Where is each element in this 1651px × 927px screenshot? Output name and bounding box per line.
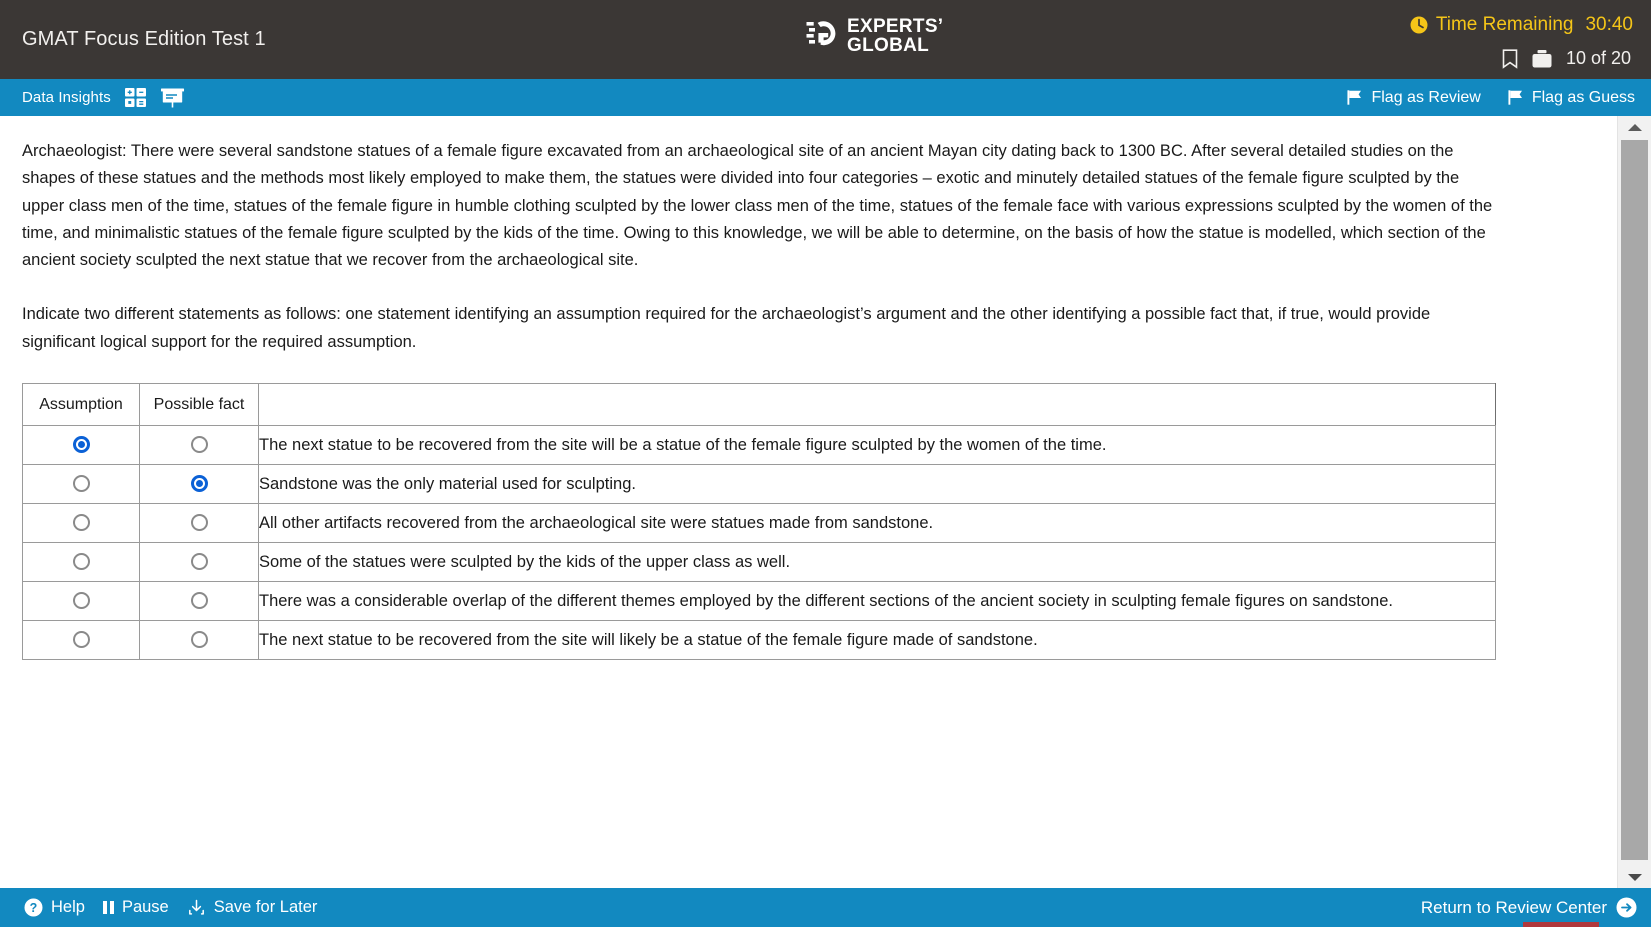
- save-for-later-button[interactable]: [187, 898, 318, 917]
- possible-fact-radio[interactable]: [191, 631, 208, 648]
- app-footer: [0, 888, 1651, 927]
- brand-line-2: GLOBAL: [847, 35, 930, 56]
- statement-cell: Some of the statues were sculpted by the kids of the upper class as well.: [259, 543, 1496, 582]
- possible-fact-cell[interactable]: [140, 426, 259, 465]
- question-pane: [0, 116, 1617, 888]
- arrow-right-circle-icon: [1616, 897, 1637, 918]
- flag-as-review-button[interactable]: [1346, 89, 1480, 107]
- toolbar-left-group: [22, 79, 185, 116]
- table-row: [23, 621, 1496, 660]
- assumption-radio[interactable]: [73, 475, 90, 492]
- timer-label: Time Remaining: [1435, 14, 1574, 35]
- table-row: [23, 504, 1496, 543]
- whiteboard-icon[interactable]: [160, 86, 185, 109]
- return-label: Return to Review Center: [1420, 897, 1607, 917]
- scroll-up-button[interactable]: [1618, 116, 1651, 138]
- assumption-radio[interactable]: [73, 553, 90, 570]
- toolbar-right-group: [1346, 79, 1635, 116]
- table-row: [23, 426, 1496, 465]
- section-label: Data Insights: [22, 89, 111, 106]
- brand-line-1: EXPERTS’: [847, 16, 944, 37]
- flag-as-guess-button[interactable]: [1507, 89, 1635, 107]
- possible-fact-radio[interactable]: [191, 514, 208, 531]
- test-title: GMAT Focus Edition Test 1: [22, 28, 266, 50]
- question-circle-icon: [24, 898, 43, 917]
- scrollbar-thumb[interactable]: [1621, 140, 1648, 860]
- assumption-radio[interactable]: [73, 631, 90, 648]
- assumption-cell[interactable]: [23, 582, 140, 621]
- save-for-later-label: Save for Later: [213, 898, 318, 916]
- chevron-down-icon: [1628, 874, 1642, 881]
- passage-paragraph-1: Archaeologist: There were several sandstone statues of a female figure excavated from an archaeological site of an ancient Mayan city dating back to 1300 BC. After several detailed studies on the shapes of these statues and the methods most likely employed to make them, the statues were divided into four categories – exotic and minutely detailed statues of the female figure sculpted by the upper class men of the time, statues of the female figure in humble clothing sculpted by the lower class men of the time, statues of the female face with various expressions sculpted by the women of the time, and minimalistic statues of the female figure sculpted by the kids of the time. Owing to this knowledge, we will be able to determine, on the basis of how the statue is modelled, which section of the ancient society sculpted the next statue that we recover from the archaeological site.: [22, 142, 1493, 270]
- section-toolbar: [0, 79, 1651, 116]
- possible-fact-cell[interactable]: [140, 465, 259, 504]
- assumption-cell[interactable]: [23, 621, 140, 660]
- table-body: [23, 426, 1496, 660]
- experts-global-logomark-icon: [806, 19, 838, 53]
- table-row: [23, 582, 1496, 621]
- instruction-paragraph: Indicate two different statements as follows: one statement identifying an assumption required for the archaeologist’s argument and the other identifying a possible fact that, if true, would provide significant logical support for the required assumption.: [22, 305, 1431, 351]
- column-header-possible-fact: Possible fact: [140, 384, 259, 426]
- timer-value: 30:40: [1585, 14, 1633, 35]
- download-icon: [187, 898, 206, 917]
- possible-fact-radio[interactable]: [191, 475, 208, 492]
- assumption-radio[interactable]: [73, 436, 90, 453]
- bottom-accent-strip: [1523, 922, 1599, 927]
- statement-cell: All other artifacts recovered from the archaeological site were statues made from sandstone.: [259, 504, 1496, 543]
- flag-icon: [1507, 89, 1524, 106]
- scroll-down-button[interactable]: [1618, 866, 1651, 888]
- bookmark-icon[interactable]: [1502, 49, 1518, 69]
- table-header: [23, 384, 1496, 426]
- svg-text:?: ?: [29, 901, 38, 915]
- assumption-cell[interactable]: [23, 504, 140, 543]
- possible-fact-cell[interactable]: [140, 621, 259, 660]
- possible-fact-cell[interactable]: [140, 582, 259, 621]
- possible-fact-radio[interactable]: [191, 592, 208, 609]
- calculator-icon[interactable]: [124, 86, 147, 109]
- pause-button[interactable]: [103, 898, 169, 917]
- statement-cell: The next statue to be recovered from the site will be a statue of the female figure sculpted by the women of the time.: [259, 426, 1496, 465]
- clock-icon: [1410, 16, 1428, 34]
- column-header-assumption: Assumption: [23, 384, 140, 426]
- question-navigation: [1502, 48, 1631, 69]
- brand-logo: [806, 17, 943, 55]
- timer: [1410, 14, 1633, 36]
- possible-fact-cell[interactable]: [140, 543, 259, 582]
- assumption-cell[interactable]: [23, 465, 140, 504]
- brand-name: [847, 17, 943, 55]
- table-row: [23, 543, 1496, 582]
- flag-as-guess-label: Flag as Guess: [1531, 88, 1635, 106]
- chevron-up-icon: [1628, 124, 1642, 131]
- possible-fact-radio[interactable]: [191, 553, 208, 570]
- pause-label: Pause: [121, 898, 169, 916]
- table-header-row: [23, 384, 1496, 426]
- statement-cell: Sandstone was the only material used for sculpting.: [259, 465, 1496, 504]
- briefcase-icon[interactable]: [1531, 49, 1553, 69]
- vertical-scrollbar[interactable]: [1617, 116, 1651, 888]
- help-label: Help: [51, 898, 85, 916]
- content-area: [0, 116, 1651, 888]
- return-to-review-center-button[interactable]: [1421, 897, 1637, 918]
- assumption-cell[interactable]: [23, 543, 140, 582]
- help-button[interactable]: [24, 898, 85, 917]
- footer-left-group: [24, 888, 317, 927]
- two-part-answer-table: [22, 383, 1496, 660]
- assumption-cell[interactable]: [23, 426, 140, 465]
- assumption-radio[interactable]: [73, 592, 90, 609]
- assumption-radio[interactable]: [73, 514, 90, 531]
- pause-icon: [103, 901, 114, 914]
- flag-icon: [1346, 89, 1363, 106]
- app-header: [0, 0, 1651, 79]
- flag-as-review-label: Flag as Review: [1371, 88, 1481, 106]
- possible-fact-cell[interactable]: [140, 504, 259, 543]
- possible-fact-radio[interactable]: [191, 436, 208, 453]
- table-row: [23, 465, 1496, 504]
- question-counter: 10 of 20: [1565, 48, 1631, 68]
- statement-cell: There was a considerable overlap of the different themes employed by the different sections of the ancient society in sculpting female figures on sandstone.: [259, 582, 1496, 621]
- statement-cell: The next statue to be recovered from the site will likely be a statue of the female figure made of sandstone.: [259, 621, 1496, 660]
- column-header-statement: [259, 384, 1496, 426]
